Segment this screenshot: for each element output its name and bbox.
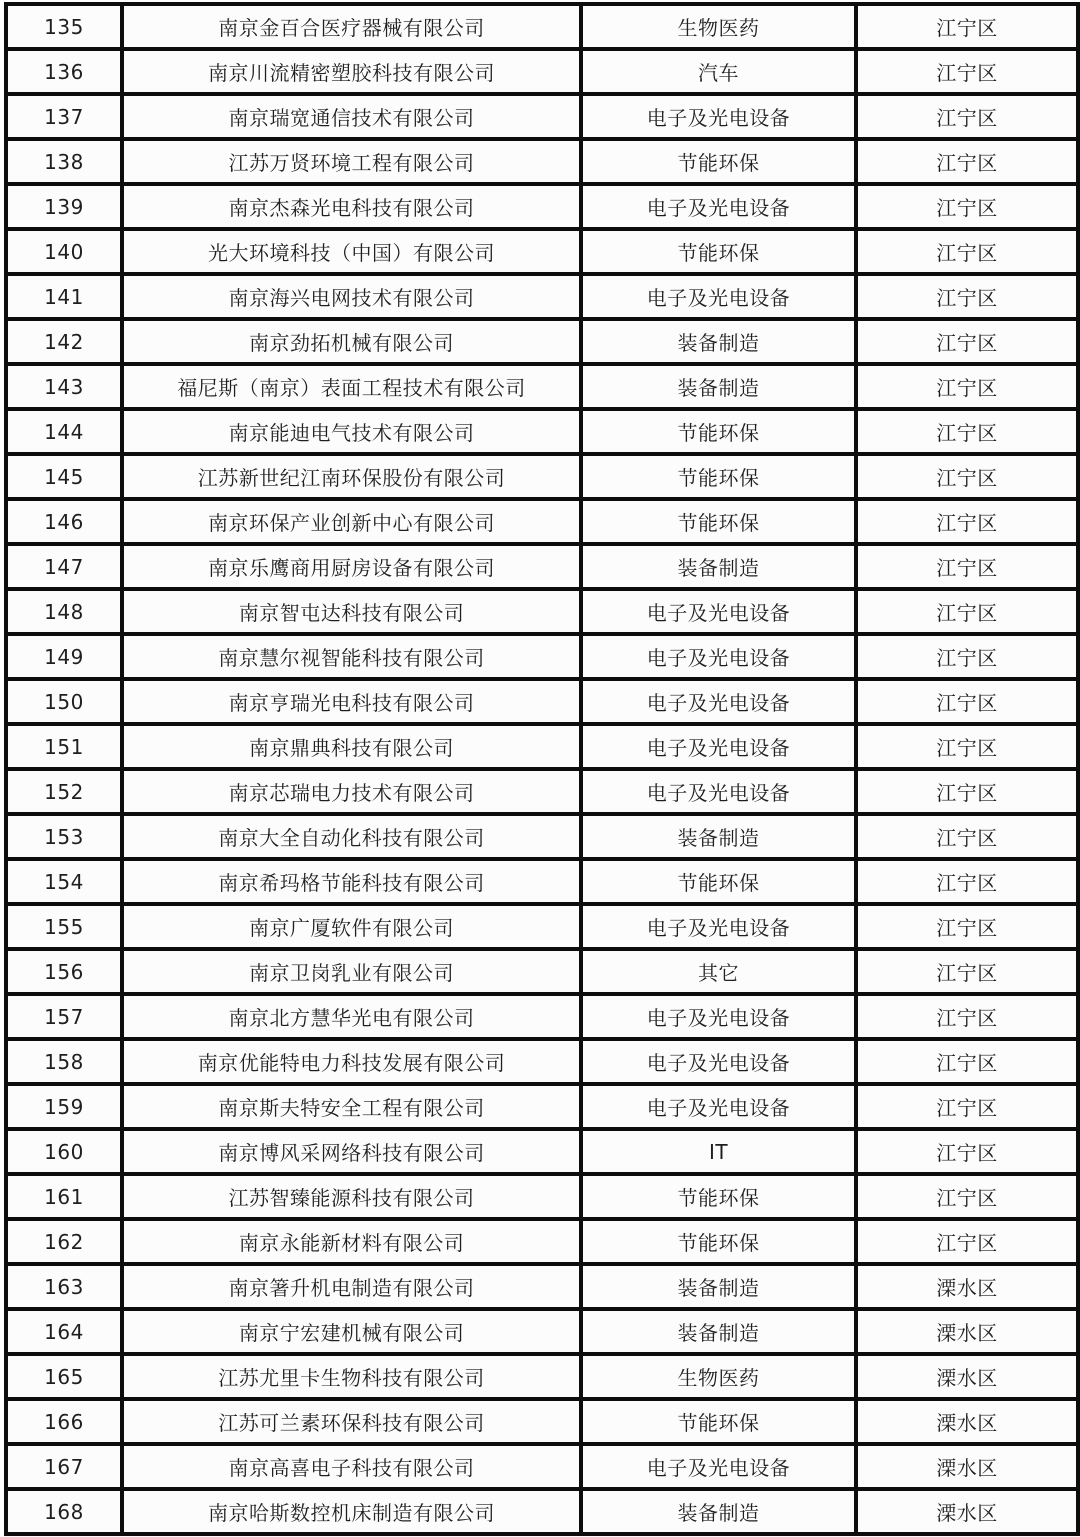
industry-cell: 电子及光电设备 <box>581 94 856 139</box>
row-number-cell: 168 <box>6 1489 122 1534</box>
row-number-cell: 137 <box>6 94 122 139</box>
district-cell: 江宁区 <box>856 94 1078 139</box>
company-name-cell: 福尼斯（南京）表面工程技术有限公司 <box>122 364 581 409</box>
row-number-cell: 155 <box>6 904 122 949</box>
table-row <box>6 319 1078 364</box>
industry-cell: 节能环保 <box>581 229 856 274</box>
table-row <box>6 904 1078 949</box>
row-number-cell: 142 <box>6 319 122 364</box>
row-number-cell: 148 <box>6 589 122 634</box>
district-cell: 江宁区 <box>856 994 1078 1039</box>
district-cell: 江宁区 <box>856 859 1078 904</box>
table-row <box>6 1129 1078 1174</box>
row-number-cell: 164 <box>6 1309 122 1354</box>
table-row <box>6 274 1078 319</box>
company-name-cell: 南京乐鹰商用厨房设备有限公司 <box>122 544 581 589</box>
industry-cell: 节能环保 <box>581 1399 856 1444</box>
table-row <box>6 454 1078 499</box>
company-name-cell: 南京宁宏建机械有限公司 <box>122 1309 581 1354</box>
company-name-cell: 南京瑞宽通信技术有限公司 <box>122 94 581 139</box>
row-number-cell: 165 <box>6 1354 122 1399</box>
row-number-cell: 162 <box>6 1219 122 1264</box>
industry-cell: 电子及光电设备 <box>581 1084 856 1129</box>
company-name-cell: 江苏智臻能源科技有限公司 <box>122 1174 581 1219</box>
industry-cell: 装备制造 <box>581 364 856 409</box>
district-cell: 江宁区 <box>856 409 1078 454</box>
industry-cell: 电子及光电设备 <box>581 904 856 949</box>
industry-cell: 装备制造 <box>581 1309 856 1354</box>
row-number-cell: 166 <box>6 1399 122 1444</box>
row-number-cell: 167 <box>6 1444 122 1489</box>
industry-cell: 电子及光电设备 <box>581 724 856 769</box>
table-row <box>6 1039 1078 1084</box>
district-cell: 江宁区 <box>856 274 1078 319</box>
table-row <box>6 1309 1078 1354</box>
district-cell: 江宁区 <box>856 229 1078 274</box>
company-name-cell: 南京北方慧华光电有限公司 <box>122 994 581 1039</box>
row-number-cell: 157 <box>6 994 122 1039</box>
district-cell: 溧水区 <box>856 1399 1078 1444</box>
row-number-cell: 154 <box>6 859 122 904</box>
industry-cell: 节能环保 <box>581 1219 856 1264</box>
table-row <box>6 769 1078 814</box>
industry-cell: 节能环保 <box>581 409 856 454</box>
industry-cell: 装备制造 <box>581 1489 856 1534</box>
industry-cell: 节能环保 <box>581 499 856 544</box>
company-name-cell: 南京杰森光电科技有限公司 <box>122 184 581 229</box>
industry-cell: 电子及光电设备 <box>581 679 856 724</box>
row-number-cell: 146 <box>6 499 122 544</box>
table-row <box>6 724 1078 769</box>
industry-cell: 节能环保 <box>581 139 856 184</box>
table-row <box>6 1219 1078 1264</box>
company-name-cell: 南京亨瑞光电科技有限公司 <box>122 679 581 724</box>
district-cell: 溧水区 <box>856 1444 1078 1489</box>
table-row <box>6 139 1078 184</box>
company-name-cell: 南京环保产业创新中心有限公司 <box>122 499 581 544</box>
district-cell: 溧水区 <box>856 1354 1078 1399</box>
company-name-cell: 南京大全自动化科技有限公司 <box>122 814 581 859</box>
row-number-cell: 144 <box>6 409 122 454</box>
district-cell: 江宁区 <box>856 1039 1078 1084</box>
industry-cell: 节能环保 <box>581 454 856 499</box>
table-row <box>6 409 1078 454</box>
district-cell: 江宁区 <box>856 4 1078 49</box>
industry-cell: IT <box>581 1129 856 1174</box>
table-row <box>6 859 1078 904</box>
table-row <box>6 1444 1078 1489</box>
industry-cell: 汽车 <box>581 49 856 94</box>
row-number-cell: 149 <box>6 634 122 679</box>
district-cell: 江宁区 <box>856 769 1078 814</box>
company-name-cell: 南京鼎典科技有限公司 <box>122 724 581 769</box>
industry-cell: 电子及光电设备 <box>581 274 856 319</box>
company-name-cell: 南京慧尔视智能科技有限公司 <box>122 634 581 679</box>
company-table-body <box>6 4 1078 1534</box>
district-cell: 江宁区 <box>856 544 1078 589</box>
industry-cell: 电子及光电设备 <box>581 994 856 1039</box>
row-number-cell: 143 <box>6 364 122 409</box>
district-cell: 江宁区 <box>856 319 1078 364</box>
district-cell: 江宁区 <box>856 1219 1078 1264</box>
company-name-cell: 南京广厦软件有限公司 <box>122 904 581 949</box>
row-number-cell: 156 <box>6 949 122 994</box>
district-cell: 溧水区 <box>856 1309 1078 1354</box>
company-name-cell: 南京劲拓机械有限公司 <box>122 319 581 364</box>
company-name-cell: 江苏新世纪江南环保股份有限公司 <box>122 454 581 499</box>
row-number-cell: 145 <box>6 454 122 499</box>
industry-cell: 电子及光电设备 <box>581 184 856 229</box>
table-row <box>6 589 1078 634</box>
row-number-cell: 147 <box>6 544 122 589</box>
industry-cell: 电子及光电设备 <box>581 1039 856 1084</box>
district-cell: 江宁区 <box>856 1084 1078 1129</box>
row-number-cell: 151 <box>6 724 122 769</box>
table-row <box>6 1084 1078 1129</box>
row-number-cell: 163 <box>6 1264 122 1309</box>
row-number-cell: 141 <box>6 274 122 319</box>
district-cell: 江宁区 <box>856 49 1078 94</box>
district-cell: 江宁区 <box>856 634 1078 679</box>
company-name-cell: 南京箸升机电制造有限公司 <box>122 1264 581 1309</box>
district-cell: 溧水区 <box>856 1264 1078 1309</box>
row-number-cell: 140 <box>6 229 122 274</box>
industry-cell: 装备制造 <box>581 544 856 589</box>
district-cell: 江宁区 <box>856 139 1078 184</box>
company-name-cell: 南京永能新材料有限公司 <box>122 1219 581 1264</box>
company-name-cell: 南京卫岗乳业有限公司 <box>122 949 581 994</box>
company-name-cell: 江苏可兰素环保科技有限公司 <box>122 1399 581 1444</box>
district-cell: 江宁区 <box>856 499 1078 544</box>
industry-cell: 电子及光电设备 <box>581 769 856 814</box>
company-name-cell: 江苏万贤环境工程有限公司 <box>122 139 581 184</box>
district-cell: 江宁区 <box>856 454 1078 499</box>
company-name-cell: 南京希玛格节能科技有限公司 <box>122 859 581 904</box>
company-name-cell: 南京芯瑞电力技术有限公司 <box>122 769 581 814</box>
industry-cell: 电子及光电设备 <box>581 1444 856 1489</box>
industry-cell: 节能环保 <box>581 859 856 904</box>
company-name-cell: 南京海兴电网技术有限公司 <box>122 274 581 319</box>
district-cell: 溧水区 <box>856 1489 1078 1534</box>
company-name-cell: 南京能迪电气技术有限公司 <box>122 409 581 454</box>
district-cell: 江宁区 <box>856 184 1078 229</box>
row-number-cell: 150 <box>6 679 122 724</box>
row-number-cell: 160 <box>6 1129 122 1174</box>
district-cell: 江宁区 <box>856 1129 1078 1174</box>
district-cell: 江宁区 <box>856 949 1078 994</box>
company-list-table <box>4 2 1080 1536</box>
table-row <box>6 814 1078 859</box>
company-name-cell: 南京哈斯数控机床制造有限公司 <box>122 1489 581 1534</box>
district-cell: 江宁区 <box>856 364 1078 409</box>
company-name-cell: 南京斯夫特安全工程有限公司 <box>122 1084 581 1129</box>
table-row <box>6 1399 1078 1444</box>
table-row <box>6 679 1078 724</box>
table-row <box>6 994 1078 1039</box>
industry-cell: 其它 <box>581 949 856 994</box>
table-row <box>6 544 1078 589</box>
table-row <box>6 94 1078 139</box>
table-row <box>6 1174 1078 1219</box>
table-row <box>6 4 1078 49</box>
table-row <box>6 229 1078 274</box>
table-row <box>6 184 1078 229</box>
company-name-cell: 南京川流精密塑胶科技有限公司 <box>122 49 581 94</box>
district-cell: 江宁区 <box>856 904 1078 949</box>
table-row <box>6 49 1078 94</box>
company-name-cell: 南京高喜电子科技有限公司 <box>122 1444 581 1489</box>
row-number-cell: 139 <box>6 184 122 229</box>
row-number-cell: 159 <box>6 1084 122 1129</box>
table-row <box>6 1489 1078 1534</box>
district-cell: 江宁区 <box>856 679 1078 724</box>
table-row <box>6 949 1078 994</box>
company-name-cell: 南京优能特电力科技发展有限公司 <box>122 1039 581 1084</box>
district-cell: 江宁区 <box>856 589 1078 634</box>
row-number-cell: 136 <box>6 49 122 94</box>
district-cell: 江宁区 <box>856 1174 1078 1219</box>
company-name-cell: 南京博风采网络科技有限公司 <box>122 1129 581 1174</box>
industry-cell: 装备制造 <box>581 319 856 364</box>
industry-cell: 生物医药 <box>581 4 856 49</box>
industry-cell: 生物医药 <box>581 1354 856 1399</box>
company-name-cell: 江苏尤里卡生物科技有限公司 <box>122 1354 581 1399</box>
industry-cell: 装备制造 <box>581 814 856 859</box>
table-row <box>6 1264 1078 1309</box>
table-row <box>6 634 1078 679</box>
company-name-cell: 南京金百合医疗器械有限公司 <box>122 4 581 49</box>
industry-cell: 电子及光电设备 <box>581 589 856 634</box>
industry-cell: 装备制造 <box>581 1264 856 1309</box>
row-number-cell: 138 <box>6 139 122 184</box>
table-row <box>6 1354 1078 1399</box>
industry-cell: 电子及光电设备 <box>581 634 856 679</box>
row-number-cell: 152 <box>6 769 122 814</box>
row-number-cell: 153 <box>6 814 122 859</box>
row-number-cell: 158 <box>6 1039 122 1084</box>
industry-cell: 节能环保 <box>581 1174 856 1219</box>
row-number-cell: 135 <box>6 4 122 49</box>
company-name-cell: 南京智屯达科技有限公司 <box>122 589 581 634</box>
company-name-cell: 光大环境科技（中国）有限公司 <box>122 229 581 274</box>
table-row <box>6 364 1078 409</box>
table-row <box>6 499 1078 544</box>
district-cell: 江宁区 <box>856 724 1078 769</box>
district-cell: 江宁区 <box>856 814 1078 859</box>
row-number-cell: 161 <box>6 1174 122 1219</box>
